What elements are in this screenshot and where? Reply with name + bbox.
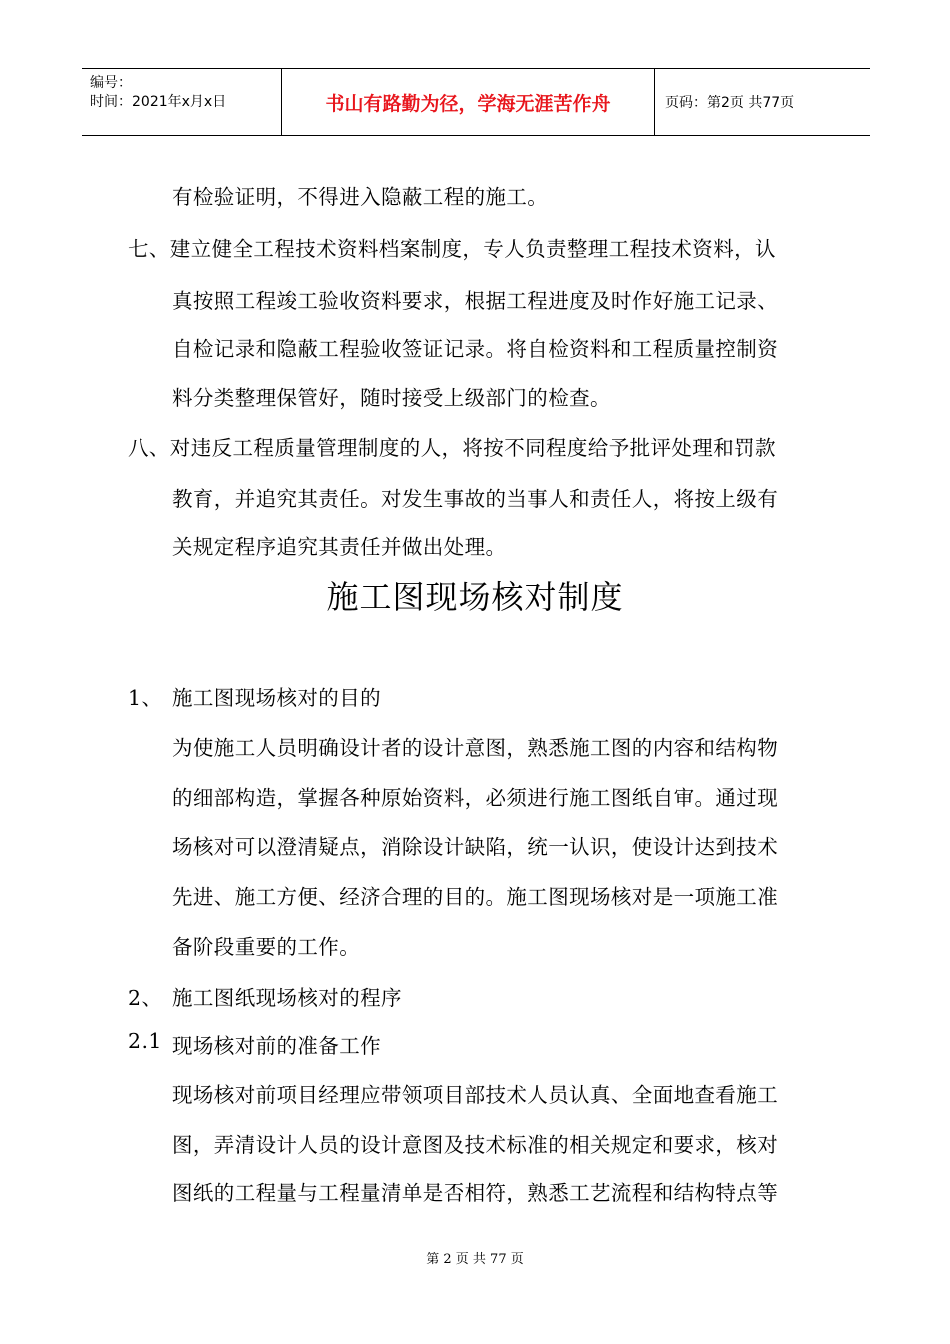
header-meta-cell [82, 69, 282, 135]
body-line: 自检记录和隐蔽工程验收签证记录。将自检资料和工程质量控制资 [172, 337, 779, 361]
item-number: 1、 [128, 686, 163, 710]
paragraph-line: 的细部构造，掌握各种原始资料，必须进行施工图纸自审。通过现 [172, 786, 779, 810]
paragraph-line: 现场核对前项目经理应带领项目部技术人员认真、全面地查看施工 [172, 1083, 779, 1107]
header-motto-cell [282, 69, 655, 135]
body-line: 真按照工程竣工验收资料要求，根据工程进度及时作好施工记录、 [172, 289, 779, 313]
subitem-number: 2.1 [128, 1029, 162, 1053]
footer-page-number: 第 2 页 共 77 页 [426, 1252, 524, 1267]
paragraph-line: 先进、施工方便、经济合理的目的。施工图现场核对是一项施工准 [172, 885, 779, 909]
body-line: 七、建立健全工程技术资料档案制度，专人负责整理工程技术资料，认 [128, 237, 776, 261]
section-title: 施工图现场核对制度 [326, 578, 624, 616]
motto-text: 书山有路勤为径，学海无涯苦作舟 [325, 92, 611, 115]
paragraph-line: 场核对可以澄清疑点，消除设计缺陷，统一认识，使设计达到技术 [172, 835, 779, 859]
paragraph-line: 图，弄清设计人员的设计意图及技术标准的相关规定和要求，核对 [172, 1133, 779, 1157]
body-line: 教育，并追究其责任。对发生事故的当事人和责任人，将按上级有 [172, 487, 779, 511]
page-footer [0, 1248, 950, 1267]
item-number: 2、 [128, 986, 163, 1010]
page-info: 页码：第2页 共77页 [665, 95, 795, 111]
body-line: 关规定程序追究其责任并做出处理。 [172, 535, 507, 559]
paragraph-line: 为使施工人员明确设计者的设计意图，熟悉施工图的内容和结构物 [172, 736, 779, 760]
date-label: 时间：2021年x月x日 [90, 94, 227, 110]
item-title: 施工图纸现场核对的程序 [172, 986, 402, 1010]
body-line: 料分类整理保管好，随时接受上级部门的检查。 [172, 386, 611, 410]
header-page-cell [655, 69, 870, 135]
body-line: 八、对违反工程质量管理制度的人，将按不同程度给予批评处理和罚款 [128, 436, 776, 460]
paragraph-line: 图纸的工程量与工程量清单是否相符，熟悉工艺流程和结构特点等 [172, 1181, 779, 1205]
item-title: 施工图现场核对的目的 [172, 686, 381, 710]
body-line: 有检验证明，不得进入隐蔽工程的施工。 [172, 185, 549, 209]
subitem-title: 现场核对前的准备工作 [172, 1034, 381, 1058]
page-header [82, 68, 870, 136]
number-label: 编号： [90, 75, 132, 91]
paragraph-line: 备阶段重要的工作。 [172, 935, 361, 959]
